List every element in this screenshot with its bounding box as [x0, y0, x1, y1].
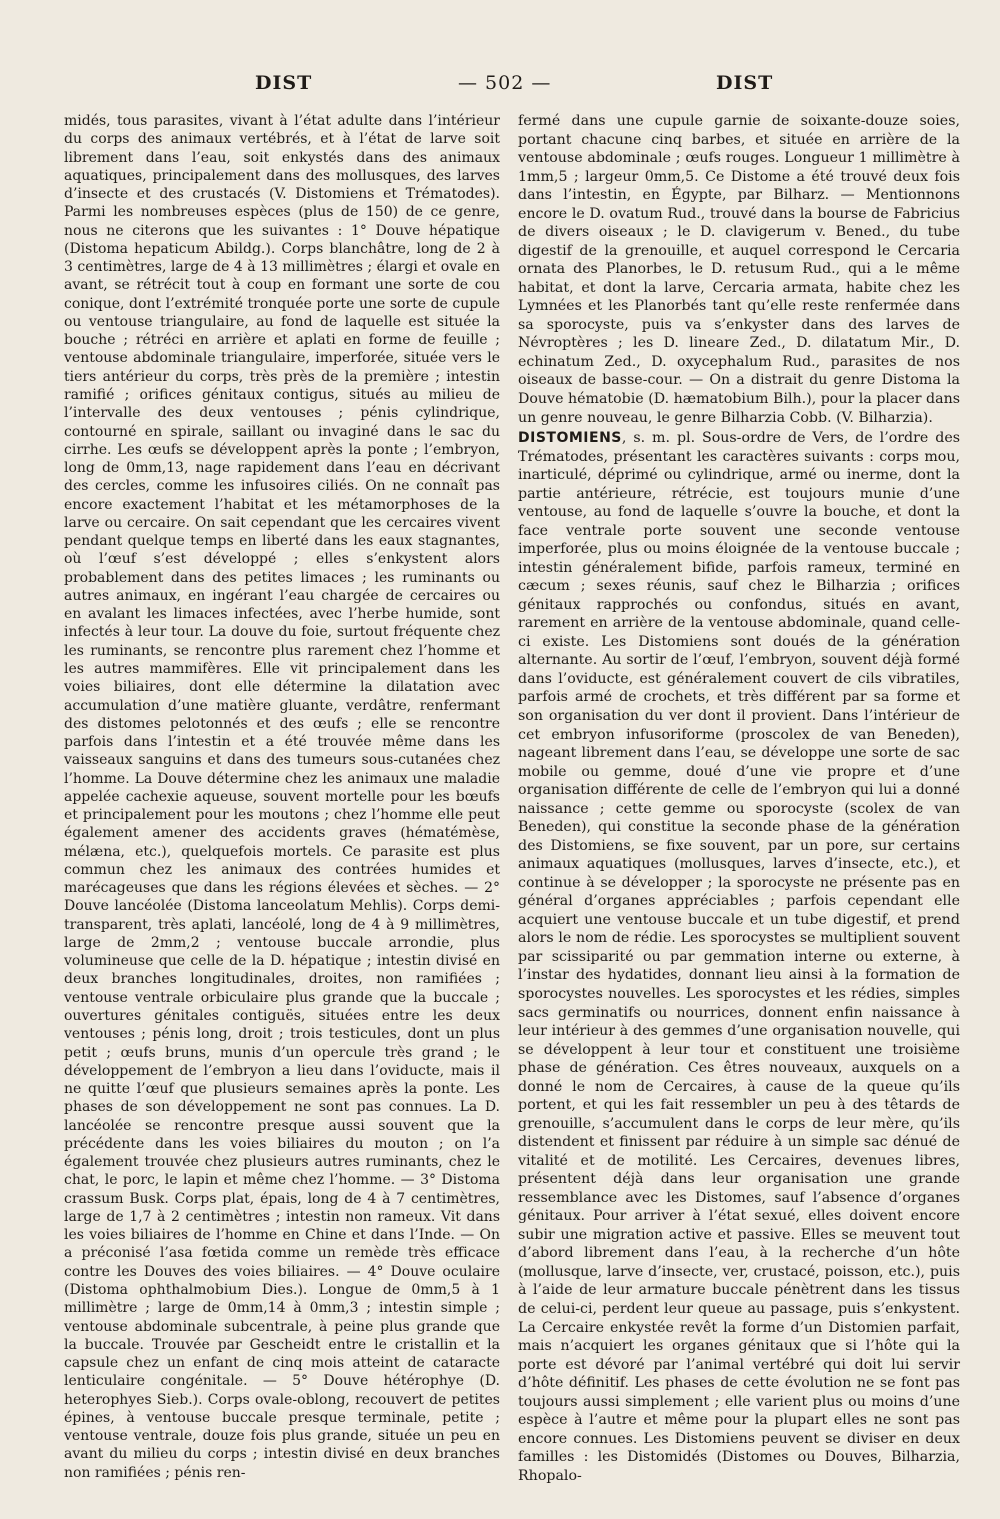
- header-left-word: DIST: [255, 72, 313, 94]
- running-header: [0, 72, 1000, 106]
- header-right-word: DIST: [716, 72, 774, 94]
- right-column: [518, 112, 960, 1485]
- right-column-paragraph: fermé dans une cupule garnie de soixante-douze soies, portant chacune cinq barbes, et située en arrière de la ventouse abdominale ; œufs rouges. Longueur 1 millimètre à 1mm,5 ; largeur 0mm,5. Ce Distome a été trouvé deux fois dans l’intestin, en Égypte, par Bilharz. — Mentionnons encore le D. ovatum Rud., trouvé dans la bourse de Fabricius de divers oiseaux ; le D. clavigerum v. Bened., du tube digestif de la grenouille, et auquel correspond le Cercaria ornata des Planorbes, le D. retusum Rud., qui a le même habitat, et dont la larve, Cercaria armata, habite chez les Lymnées et les Planorbés tant qu’elle reste renfermée dans sa sporocyste, puis va s’enkyster dans des larves de Névroptères ; les D. lineare Zed., D. dilatatum Mir., D. echinatum Zed., D. oxycephalum Rud., parasites de nos oiseaux de basse-cour. — On a distrait du genre Distoma la Douve hématobie (D. hæmatobium Bilh.), pour la placer dans un genre nouveau, le genre Bilharzia Cobb. (V. Bilharzia).: [518, 113, 960, 426]
- entry-headword: DISTOMIENS: [518, 430, 622, 447]
- left-column: [64, 112, 500, 1482]
- dictionary-entry: [518, 429, 960, 1485]
- page-number: — 502 —: [458, 72, 552, 94]
- left-column-paragraph: midés, tous parasites, vivant à l’état adulte dans l’intérieur du corps des animaux vertébrés, et à l’état de larve soit librement dans l’eau, soit enkystés dans des animaux aquatiques, principalement dans des mollusques, des larves d’insecte et des crustacés (V. Distomiens et Trématodes). Parmi les nombreuses espèces (plus de 150) de ce genre, nous ne citerons que les suivantes : 1° Douve hépatique (Distoma hepaticum Abildg.). Corps blanchâtre, long de 2 à 3 centimètres, large de 4 à 13 millimètres ; élargi et ovale en avant, se rétrécit tout à coup en formant une sorte de cou conique, dont l’extrémité tronquée porte une sorte de cupule ou ventouse triangulaire, au fond de laquelle est située la bouche ; rétréci en arrière et aplati en forme de feuille ; ventouse abdominale triangulaire, imperforée, située vers le tiers antérieur du corps, très près de la première ; intestin ramifié ; orifices génitaux contigus, situés au milieu de l’intervalle des deux ventouses ; pénis cylindrique, contourné en spirale, saillant ou invaginé dans le sac du cirrhe. Les œufs se développent après la ponte ; l’embryon, long de 0mm,13, nage rapidement dans l’eau en décrivant des cercles, comme les infusoires ciliés. On ne connaît pas encore exactement l’habitat et les métamorphoses de la larve ou cercaire. On sait cependant que les cercaires vivent pendant quelque temps en liberté dans les eaux stagnantes, où l’œuf s’est développé ; elles s’enkystent alors probablement dans des petites limaces ; les ruminants ou autres animaux, en ingérant l’eau chargée de cercaires ou en avalant les limaces infectées, avec l’herbe humide, sont infectés à leur tour. La douve du foie, surtout fréquente chez les ruminants, se rencontre plus rarement chez l’homme et les autres mammifères. Elle vit principalement dans les voies biliaires, dont elle détermine la dilatation avec accumulation d’une matière gluante, verdâtre, renfermant des distomes pelotonnés et des œufs ; elle se rencontre parfois dans l’intestin et a été trouvée même dans les vaisseaux sanguins et dans des tumeurs sous-cutanées chez l’homme. La Douve détermine chez les animaux une maladie appelée cachexie aqueuse, souvent mortelle pour les bœufs et principalement pour les moutons ; chez l’homme elle peut également amener des accidents graves (hématémèse, mélæna, etc.), quelquefois mortels. Ce parasite est plus commun chez les animaux des contrées humides et marécageuses que dans les régions élevées et sèches. — 2° Douve lancéolée (Distoma lanceolatum Mehlis). Corps demi-transparent, très aplati, lancéolé, long de 4 à 9 millimètres, large de 2mm,2 ; ventouse buccale arrondie, plus volumineuse que celle de la D. hépatique ; intestin divisé en deux branches longitudinales, droites, non ramifiées ; ventouse ventrale orbiculaire plus grande que la buccale ; ouvertures génitales contiguës, situées entre les deux ventouses ; pénis long, droit ; trois testicules, dont un plus petit ; œufs bruns, munis d’un opercule très grand ; le développement de l’embryon a lieu dans l’oviducte, mais il ne quitte l’œuf que plusieurs semaines après la ponte. Les phases de son développement ne sont pas connues. La D. lancéolée se rencontre presque aussi souvent que la précédente dans les voies biliaires du mouton ; on l’a également trouvée chez plusieurs autres ruminants, chez le chat, le porc, le lapin et même chez l’homme. — 3° Distoma crassum Busk. Corps plat, épais, long de 4 à 7 centimètres, large de 1,7 à 2 centimètres ; intestin non rameux. Vit dans les voies biliaires de l’homme en Chine et dans l’Inde. — On a préconisé l’asa fœtida comme un remède très efficace contre les Douves des voies biliaires. — 4° Douve oculaire (Distoma ophthalmobium Dies.). Longue de 0mm,5 à 1 millimètre ; large de 0mm,14 à 0mm,3 ; intestin simple ; ventouse abdominale subcentrale, à peine plus grande que la buccale. Trouvée par Gescheidt entre le cristallin et la capsule chez un enfant de cinq mois atteint de cataracte lenticulaire congénitale. — 5° Douve hétérophye (D. heterophyes Sieb.). Corps ovale-oblong, recouvert de petites épines, à ventouse buccale presque terminale, petite ; ventouse ventrale, douze fois plus grande, située un peu en avant du milieu du corps ; intestin divisé en deux branches non ramifiées ; pénis ren-: [64, 113, 500, 1481]
- entry-text: , s. m. pl. Sous-ordre de Vers, de l’ordre des Trématodes, présentant les caractères suivants : corps mou, inarticulé, déprimé ou cylindrique, armé ou inerme, dont la partie antérieure, rétrécie, est toujours munie d’une ventouse, au fond de laquelle s’ouvre la bouche, et dont la face ventrale porte souvent une seconde ventouse imperforée, plus ou moins éloignée de la ventouse buccale ; intestin généralement bifide, parfois rameux, terminé en cæcum ; sexes réunis, sauf chez le Bilharzia ; orifices génitaux rapprochés ou confondus, situés en avant, rarement en arrière de la ventouse abdominale, quand celle-ci existe. Les Distomiens sont doués de la génération alternante. Au sortir de l’œuf, l’embryon, souvent déjà formé dans l’oviducte, est généralement couvert de cils vibratiles, parfois armé de crochets, et très différent par sa forme et son organisation du ver dont il provient. Dans l’intérieur de cet embryon infusoriforme (proscolex de van Beneden), nageant librement dans l’eau, se développe une sorte de sac mobile ou gemme, doué d’une vie propre et d’une organisation différente de celle de l’embryon qui lui a donné naissance ; cette gemme ou sporocyste (scolex de van Beneden), qui constitue la seconde phase de la génération des Distomiens, se fixe souvent, par un pore, sur certains animaux aquatiques (mollusques, larves d’insecte, etc.), et continue à se développer ; la sporocyste ne présente pas en général d’organes appréciables ; parfois cependant elle acquiert une ventouse buccale et un tube digestif, et prend alors le nom de rédie. Les sporocystes se multiplient souvent par scissiparité ou par gemmation interne ou externe, à l’instar des hydatides, donnant lieu ainsi à la formation de sporocystes nouvelles. Les sporocystes et les rédies, simples sacs germinatifs ou nourrices, donnent enfin naissance à leur intérieur à des gemmes d’une organisation nouvelle, qui se développent à leur tour et constituent une troisième phase de génération. Ces êtres nouveaux, auxquels on a donné le nom de Cercaires, à cause de la queue qu’ils portent, et qui les fait ressembler un peu à des têtards de grenouille, s’accumulent dans le corps de leur mère, qu’ils distendent et finissent par réduire à un simple sac dénué de vitalité et de motilité. Les Cercaires, devenues libres, présentent déjà dans leur organisation une grande ressemblance avec les Distomes, sauf l’absence d’organes génitaux. Pour arriver à l’état sexué, elles doivent encore subir une migration active et passive. Elles se meuvent tout d’abord librement dans l’eau, à la recherche d’un hôte (mollusque, larve d’insecte, ver, crustacé, poisson, etc.), puis à l’aide de leur armature buccale pénètrent dans les tissus de celui-ci, perdent leur queue au passage, puis s’enkystent. La Cercaire enkystée revêt la forme d’un Distomien parfait, mais n’acquiert les organes génitaux que si l’hôte qui la porte est dévoré par l’animal vertébré qui doit lui servir d’hôte définitif. Les phases de cette évolution ne se font pas toujours aussi simplement ; elle varient plus ou moins d’une espèce à l’autre et même pour la plupart elles ne sont pas encore connues. Les Distomiens peuvent se diviser en deux familles : les Distomidés (Distomes ou Douves, Bilharzia, Rhopalo-: [518, 430, 960, 1484]
